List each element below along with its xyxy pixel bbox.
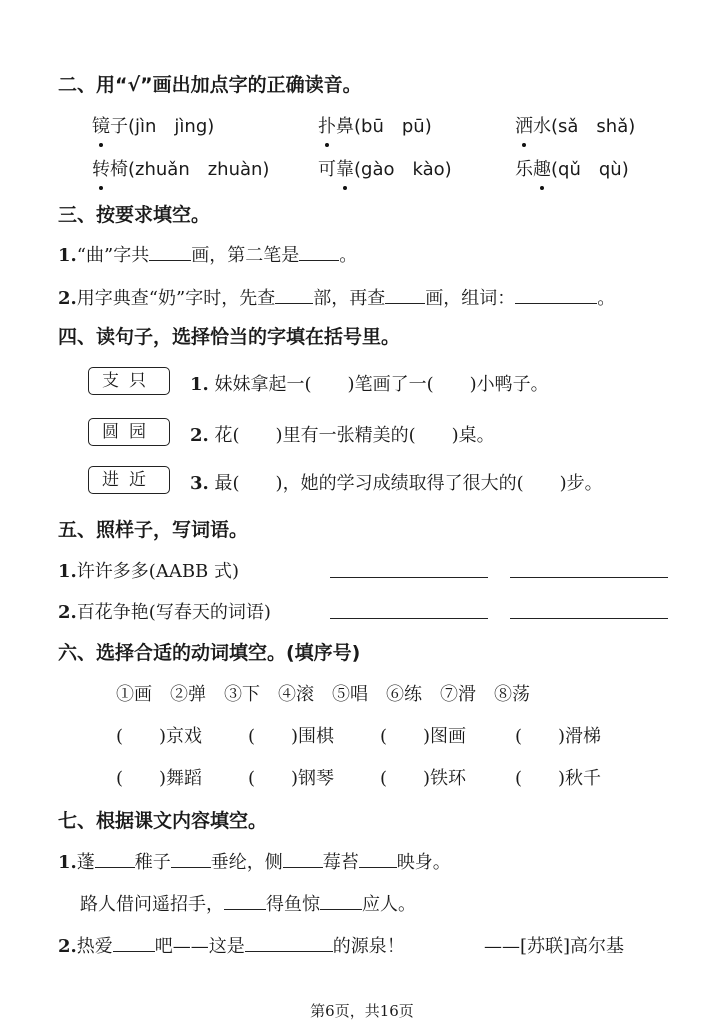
- section-6-title: 六、选择合适的动词填空。(填序号): [58, 642, 361, 664]
- answer-blank[interactable]: [245, 935, 333, 952]
- answer-blank[interactable]: [385, 287, 425, 304]
- word-question-2: 2.百花争艳(写春天的词语): [58, 602, 271, 623]
- fill-question-2: 2.用字典查“奶”字时，先查 部，再查 画，组词： 。: [58, 288, 616, 309]
- sentence-item: 2. 花( )里有一张精美的( )桌。: [190, 425, 495, 446]
- pinyin-item: 扑鼻(bū pū): [318, 112, 432, 138]
- section-7-title: 七、根据课文内容填空。: [58, 810, 268, 832]
- answer-blank[interactable]: [171, 851, 211, 868]
- poem-line-2: 路人借问遥招手， 得鱼惊 应人。: [80, 894, 416, 915]
- section-2-title: 二、用“√”画出加点字的正确读音。: [58, 74, 362, 96]
- answer-blank[interactable]: [283, 851, 323, 868]
- fill-question-1: 1.“曲”字共 画，第二笔是 。: [58, 245, 358, 266]
- verb-options: ①画 ②弹 ③下 ④滚 ⑤唱 ⑥练 ⑦滑 ⑧荡: [116, 684, 530, 705]
- section-4-title: 四、读句子，选择恰当的字填在括号里。: [58, 326, 401, 348]
- choice-box: 进近: [88, 466, 170, 494]
- sentence-item: 1. 妹妹拿起一( )笔画了一( )小鸭子。: [190, 374, 549, 395]
- answer-line[interactable]: [510, 618, 668, 619]
- verb-blank: ( )秋千: [515, 768, 602, 789]
- verb-blank: ( )钢琴: [248, 768, 335, 789]
- answer-blank[interactable]: [275, 287, 313, 304]
- pinyin-item: 镜子(jìn jìng): [92, 112, 214, 138]
- answer-line[interactable]: [510, 577, 668, 578]
- answer-blank[interactable]: [95, 851, 135, 868]
- choice-box: 支只: [88, 367, 170, 395]
- verb-blank: ( )围棋: [248, 726, 335, 747]
- quote-question: 2.热爱 吧——这是 的源泉！: [58, 936, 405, 957]
- verb-blank: ( )滑梯: [515, 726, 602, 747]
- choice-box: 圆园: [88, 418, 170, 446]
- answer-blank[interactable]: [515, 287, 597, 304]
- verb-blank: ( )图画: [380, 726, 467, 747]
- answer-blank[interactable]: [224, 893, 266, 910]
- answer-blank[interactable]: [149, 244, 191, 261]
- answer-blank[interactable]: [320, 893, 362, 910]
- verb-blank: ( )舞蹈: [116, 768, 203, 789]
- pinyin-item: 洒水(sǎ shǎ): [515, 112, 635, 138]
- quote-author: ——[苏联]高尔基: [484, 936, 625, 957]
- pinyin-item: 乐趣(qǔ qù): [515, 155, 629, 181]
- answer-line[interactable]: [330, 618, 488, 619]
- section-5-title: 五、照样子，写词语。: [58, 519, 249, 541]
- pinyin-item: 转椅(zhuǎn zhuàn): [92, 155, 269, 181]
- answer-blank[interactable]: [299, 244, 339, 261]
- section-3-title: 三、按要求填空。: [58, 204, 211, 226]
- word-question-1: 1.许许多多(AABB 式): [58, 561, 240, 582]
- poem-line-1: 1.蓬 稚子 垂纶，侧 莓苔 映身。: [58, 852, 451, 873]
- answer-blank[interactable]: [359, 851, 397, 868]
- verb-blank: ( )京戏: [116, 726, 203, 747]
- sentence-item: 3. 最( )，她的学习成绩取得了很大的( )步。: [190, 473, 603, 494]
- answer-line[interactable]: [330, 577, 488, 578]
- verb-blank: ( )铁环: [380, 768, 467, 789]
- pinyin-item: 可靠(gào kào): [318, 155, 452, 181]
- page-number: 第6页，共16页: [310, 1002, 414, 1020]
- answer-blank[interactable]: [113, 935, 155, 952]
